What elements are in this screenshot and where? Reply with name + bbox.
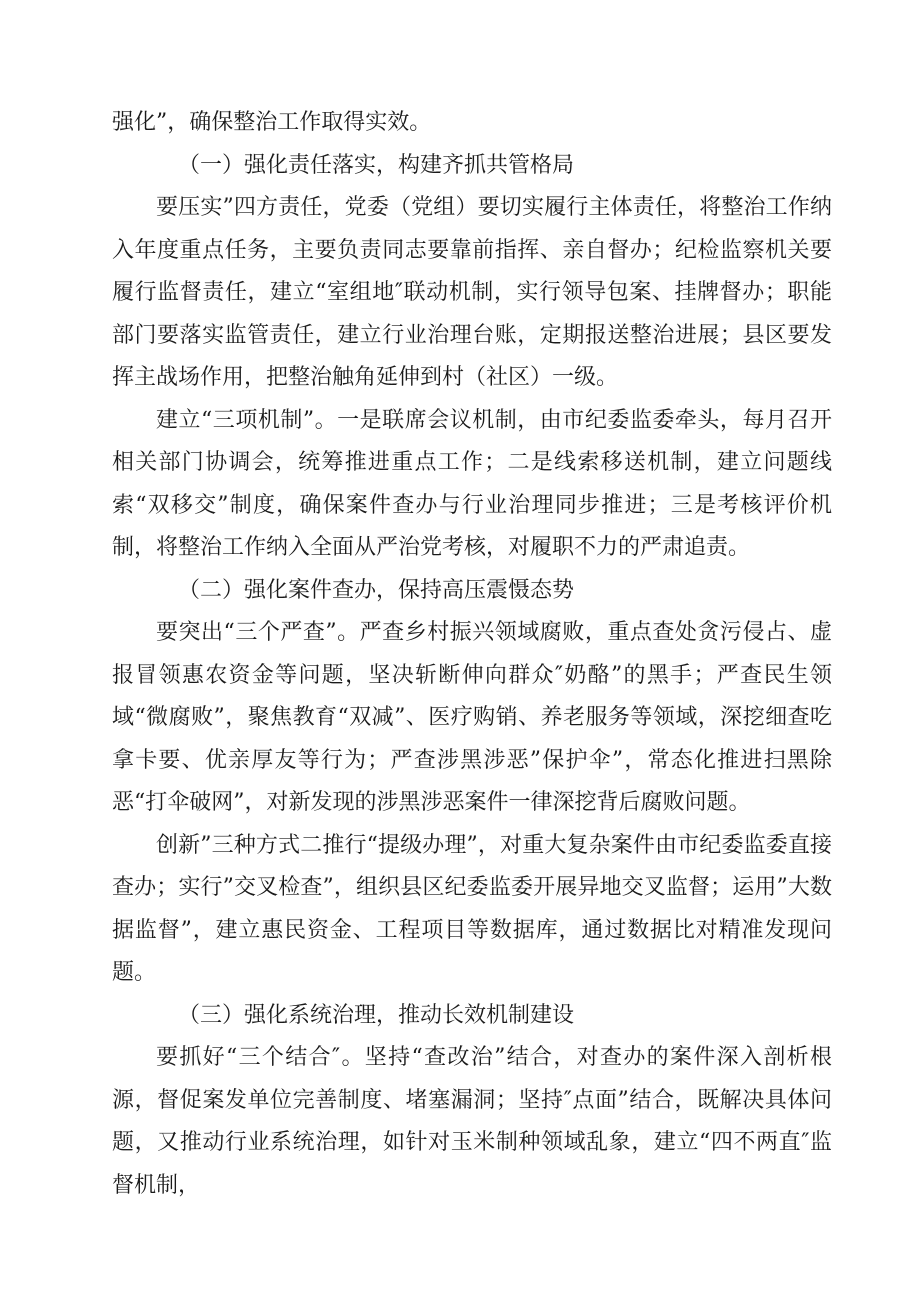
document-body: [112, 102, 832, 1207]
section-heading-1: （一）强化责任落实，构建齐抓共管格局: [178, 152, 575, 178]
paragraph-continuation: 强化”，确保整治工作取得实效。: [112, 110, 432, 135]
paragraph-three-methods: 创新”三种方式二推行“提级办理”，对重大复杂案件由市纪委监委直接查办；实行”交叉检查”，组织县区纪委监委开展异地交叉监督；运用”大数据监督”，建立惠民资金、工程项目等数据库，通过数据比对精准发现问题。: [112, 832, 832, 985]
paragraph-three-combinations: 要抓好“三个结合″。坚持“查改治”结合，对查办的案件深入剖析根源，督促案发单位完善制度、堵塞漏洞；坚持″点面”结合，既解决具体问题，又推动行业系统治理，如针对玉米制种领域乱象，建立“四不两直″监督机制，: [112, 1045, 832, 1198]
section-heading-3: （三）强化系统治理，推动长效机制建设: [178, 1002, 575, 1028]
section-heading-2: （二）强化案件查办，保持高压震慑态势: [178, 577, 575, 603]
paragraph-three-mechanisms: 建立“三项机制”。一是联席会议机制，由市纪委监委牵头，每月召开相关部门协调会，统筹推进重点工作；二是线索移送机制，建立问题线索“双移交”制度，确保案件查办与行业治理同步推进；三是考核评价机制，将整治工作纳入全面从严治党考核，对履职不力的严肃追责。: [112, 407, 832, 560]
paragraph-four-responsibilities: 要压实”四方责任，党委（党组）要切实履行主体责任，将整治工作纳入年度重点任务，主要负责同志要靠前指挥、亲自督办；纪检监察机关要履行监督责任，建立“室组地″联动机制，实行领导包案、挂牌督办；职能部门要落实监管责任，建立行业治理台账，定期报送整治进展；县区要发挥主战场作用，把整治触角延伸到村（社区）一级。: [112, 195, 832, 390]
paragraph-three-strict-checks: 要突出“三个严查”。严查乡村振兴领域腐败，重点查处贪污侵占、虚报冒领惠农资金等问题，坚决斩断伸向群众″奶酪”的黑手；严查民生领域“微腐败”，聚焦教育“双减”、医疗购销、养老服务等领域，深挖细查吃拿卡要、优亲厚友等行为；严查涉黑涉恶”保护伞”，常态化推进扫黑除恶“打伞破网”，对新发现的涉黑涉恶案件一律深挖背后腐败问题。: [112, 620, 832, 815]
